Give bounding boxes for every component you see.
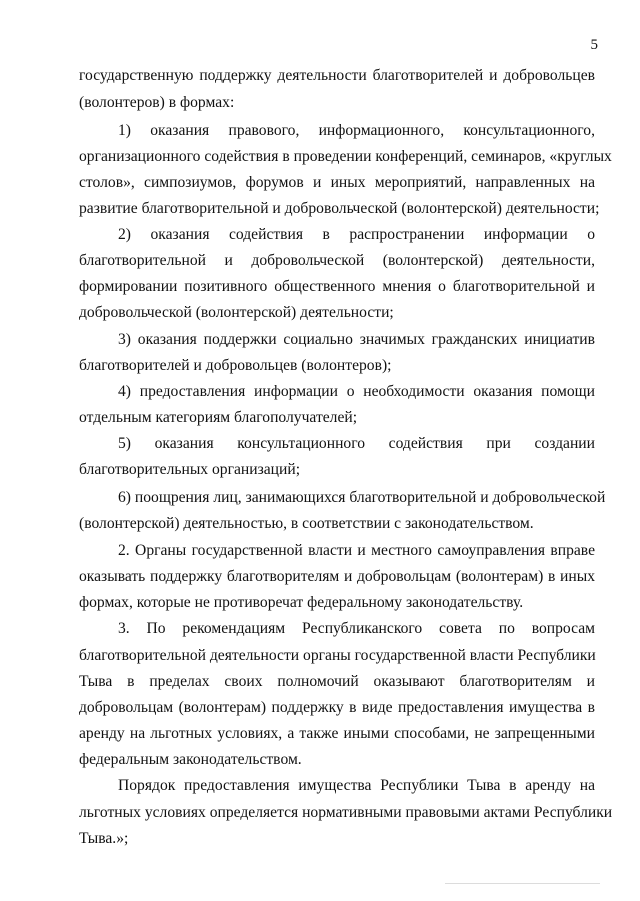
text-line: 2) оказания содействия в распространении информации о (118, 226, 595, 243)
text-line: организационного содействия в проведении конференций, семинаров, «круглых (79, 148, 612, 165)
text-line: (волонтерской) деятельностью, в соответствии с законодательством. (79, 515, 534, 532)
text-line: формах, которые не противоречат федеральному законодательству. (79, 594, 524, 611)
text-line: льготных условиях определяется нормативными правовыми актами Республики (79, 804, 613, 821)
text-line: добровольческой (волонтерской) деятельности; (79, 304, 394, 321)
text-line: аренду на льготных условиях, а также иными способами, не запрещенными (79, 725, 595, 742)
text-line: благотворителей и добровольцев (волонтеров); (79, 357, 392, 374)
text-line: Тыва.»; (79, 830, 129, 847)
text-line: 5) оказания консультационного содействия при создании (118, 435, 595, 452)
text-line: государственную поддержку деятельности благотворителей и добровольцев (79, 67, 595, 84)
text-line: Тыва в пределах своих полномочий оказывают благотворителям и (79, 673, 595, 690)
text-line: 3) оказания поддержки социально значимых гражданских инициатив (118, 331, 595, 348)
text-line: благотворительной деятельности органы государственной власти Республики (79, 647, 596, 664)
text-line: развитие благотворительной и добровольческой (волонтерской) деятельности; (79, 200, 600, 217)
text-line: благотворительной и добровольческой (волонтерской) деятельности, (79, 252, 595, 269)
text-line: столов», симпозиумов, форумов и иных мероприятий, направленных на (79, 174, 595, 191)
text-line: (волонтеров) в формах: (79, 94, 235, 111)
text-line: благотворительных организаций; (79, 461, 301, 478)
page-number: 5 (590, 37, 598, 53)
text-line: федеральным законодательством. (79, 751, 302, 768)
text-line: 1) оказания правового, информационного, консультационного, (118, 122, 595, 139)
scan-artifact-line (445, 883, 600, 884)
text-line: Порядок предоставления имущества Республики Тыва в аренду на (118, 777, 595, 794)
text-line: отдельным категориям благополучателей; (79, 409, 358, 426)
text-line: 3. По рекомендациям Республиканского совета по вопросам (118, 620, 595, 637)
text-line: формировании позитивного общественного мнения о благотворительной и (79, 278, 595, 295)
text-line: оказывать поддержку благотворителям и добровольцам (волонтерам) в иных (79, 568, 595, 585)
text-line: добровольцам (волонтерам) поддержку в виде предоставления имущества в (79, 699, 595, 716)
text-line: 6) поощрения лиц, занимающихся благотворительной и добровольческой (118, 489, 606, 506)
text-line: 2. Органы государственной власти и местного самоуправления вправе (118, 542, 595, 559)
text-line: 4) предоставления информации о необходимости оказания помощи (118, 383, 595, 400)
